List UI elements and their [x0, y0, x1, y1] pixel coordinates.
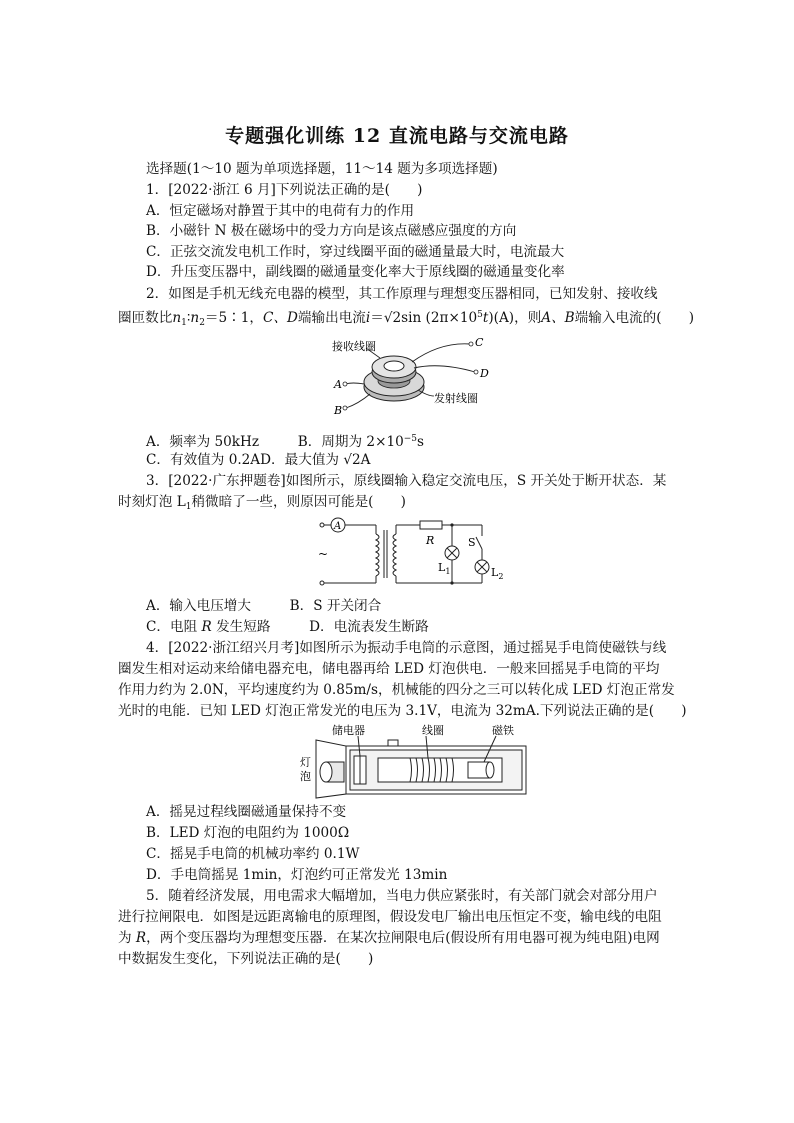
q2-fig-label-b: B — [334, 404, 343, 417]
q2-option-b-exp: −5 — [403, 434, 418, 444]
q4-fig-label-storage: 储电器 — [332, 724, 365, 737]
q3-stem-line1: 3．[2022·广东押题卷]如图所示，原线圈输入稳定交流电压，S 开关处于断开状态．某 — [146, 473, 667, 489]
q3-option-b: B．S 开关闭合 — [289, 598, 382, 614]
q4-option-a: A．摇晃过程线圈磁通量保持不变 — [146, 804, 347, 820]
q2-n1: n — [172, 310, 182, 326]
q3-stem-line2 — [118, 492, 678, 517]
q4-option-d: D．手电筒摇晃 1min，灯泡约可正常发光 13min — [146, 867, 448, 883]
q2-i: i — [365, 310, 371, 326]
q3-option-c-r: R — [201, 619, 212, 635]
q5-stem-line2: 进行拉闸限电．如图是远距离输电的原理图，假设发电厂输出电压恒定不变，输电线的电阻 — [118, 909, 662, 925]
q4-stem-line4: 光时的电能．已知 LED 灯泡正常发光的电压为 3.1V，电流为 32mA.下列说法正确的是( ) — [118, 703, 687, 719]
q2-exp: 5 — [477, 310, 483, 320]
q2-options-cd — [146, 450, 706, 470]
q4-figure-flashlight — [298, 724, 534, 798]
q3-option-c-text-2: 发生短路 — [211, 619, 271, 635]
q4-option-b: B．LED 灯泡的电阻约为 1000Ω — [146, 825, 350, 841]
q2-text: 圈匝数比 — [118, 310, 173, 326]
q3-fig-label-l2: $L_2$ — [491, 566, 504, 581]
q2-fig-label-receive: 接收线圈 — [332, 340, 376, 353]
q1-stem: 1．[2022·浙江 6 月]下列说法正确的是( ) — [146, 182, 423, 198]
q5-stem-line3 — [118, 928, 678, 948]
q4-fig-label-magnet: 磁铁 — [492, 724, 514, 737]
q3-fig-label-r: R — [426, 534, 435, 547]
q2-stem-line2: 圈匝数比$n_1∶n_2=5∶1$，C、D端输出电流i＝√2sin $(2\pi\times 10^5t)(A)$，则A、B端输入电流的( ) — [118, 310, 695, 328]
q2-option-b-unit: s — [417, 434, 425, 450]
q2-n2-sub: 2 — [199, 318, 205, 328]
q2-text-2: 端输出电流 — [297, 310, 366, 326]
q4-fig-label-bulb-1: 灯 — [300, 756, 311, 769]
q4-stem-line3: 作用力约为 2.0N，平均速度约为 0.85m/s，机械能的四分之三可以转化成 LED 灯泡正常发 — [118, 682, 675, 698]
q5-text-2: ，两个变压器均为理想变压器．在某次拉闸限电后(假设所有用电器可视为纯电阻)电网 — [146, 930, 660, 946]
q3-option-d: D．电流表发生断路 — [309, 619, 429, 635]
q5-text: 为 — [118, 930, 136, 946]
q2-option-b-text: B．周期为 2×10 — [297, 434, 404, 450]
q3-fig-label-l1: $L_1$ — [438, 561, 451, 576]
q2-n2: n — [190, 310, 200, 326]
q2-cd: C、D — [263, 310, 298, 326]
q2-option-d: D．最大值为 √2A — [260, 452, 371, 468]
q3-option-a: A．输入电压增大 — [146, 598, 251, 614]
q5-stem-line1: 5．随着经济发展，用电需求大幅增加，当电力供应紧张时，有关部门就会对部分用户 — [146, 888, 658, 904]
q3-options-ab — [146, 596, 706, 616]
q2-ratio: ＝5∶1， — [204, 310, 264, 326]
q2-t: t — [482, 310, 489, 326]
q3-figure-circuit — [316, 516, 504, 588]
q1-option-a: A．恒定磁场对静置于其中的电荷有力的作用 — [146, 203, 415, 219]
q3-option-c — [146, 619, 270, 635]
q2-text-3: )(A)，则 — [488, 310, 542, 326]
q3-fig-label-ammeter: A — [334, 521, 342, 532]
q2-figure-wireless-charger — [330, 332, 500, 424]
q2-fig-label-d: D — [480, 367, 489, 380]
q4-option-c: C．摇晃手电筒的机械功率约 0.1W — [146, 846, 360, 862]
q3-text: 时刻灯泡 L — [118, 494, 186, 510]
q1-option-d: D．升压变压器中，副线圈的磁通量变化率大于原线圈的磁通量变化率 — [146, 264, 565, 280]
q2-text-4: 端输入电流的( ) — [574, 310, 695, 326]
q3-fig-label-ac: ~ — [318, 547, 329, 561]
q4-stem-line2: 圈发生相对运动来给储电器充电，储电器再给 LED 灯泡供电．一般来回摇晃手电筒的平均 — [118, 661, 660, 677]
q2-fig-label-a: A — [334, 378, 342, 391]
q4-fig-label-bulb-2: 泡 — [300, 770, 311, 783]
page-title: 专题强化训练 12 直流电路与交流电路 — [225, 125, 569, 147]
q4-stem-line1: 4．[2022·浙江绍兴月考]如图所示为振动手电筒的示意图，通过摇晃手电筒使磁铁与线 — [146, 640, 667, 656]
q2-stem-line1: 2．如图是手机无线充电器的模型，其工作原理与理想变压器相同，已知发射、接收线 — [146, 286, 658, 302]
q4-fig-label-coil: 线圈 — [422, 724, 444, 737]
q2-option-c: C．有效值为 0.2A — [146, 452, 261, 468]
q2-options-ab — [146, 429, 706, 452]
q2-formula: ＝√2sin (2π×10 — [370, 310, 478, 326]
q1-option-c: C．正弦交流发电机工作时，穿过线圈平面的磁通量最大时，电流最大 — [146, 244, 565, 260]
q2-fig-label-c: C — [475, 336, 484, 349]
q3-fig-label-s: S — [468, 536, 476, 549]
q2-n1-sub: 1 — [181, 318, 187, 328]
q3-options-cd — [146, 617, 706, 637]
q2-option-a: A．频率为 50kHz — [146, 434, 260, 450]
q2-ab: A、B — [541, 310, 575, 326]
q3-text-2: 稍微暗了一些，则原因可能是( ) — [191, 494, 406, 510]
q5-stem-line4: 中数据发生变化，下列说法正确的是( ) — [118, 951, 374, 967]
q2-option-b — [298, 434, 424, 450]
q3-l1-sub: 1 — [185, 502, 192, 512]
q3-option-c-text: C．电阻 — [146, 619, 202, 635]
section-intro: 选择题(1～10 题为单项选择题，11～14 题为多项选择题) — [146, 161, 498, 177]
q1-option-b: B．小磁针 N 极在磁场中的受力方向是该点磁感应强度的方向 — [146, 223, 517, 239]
q5-r: R — [135, 930, 147, 946]
q2-fig-label-send: 发射线圈 — [434, 392, 478, 405]
